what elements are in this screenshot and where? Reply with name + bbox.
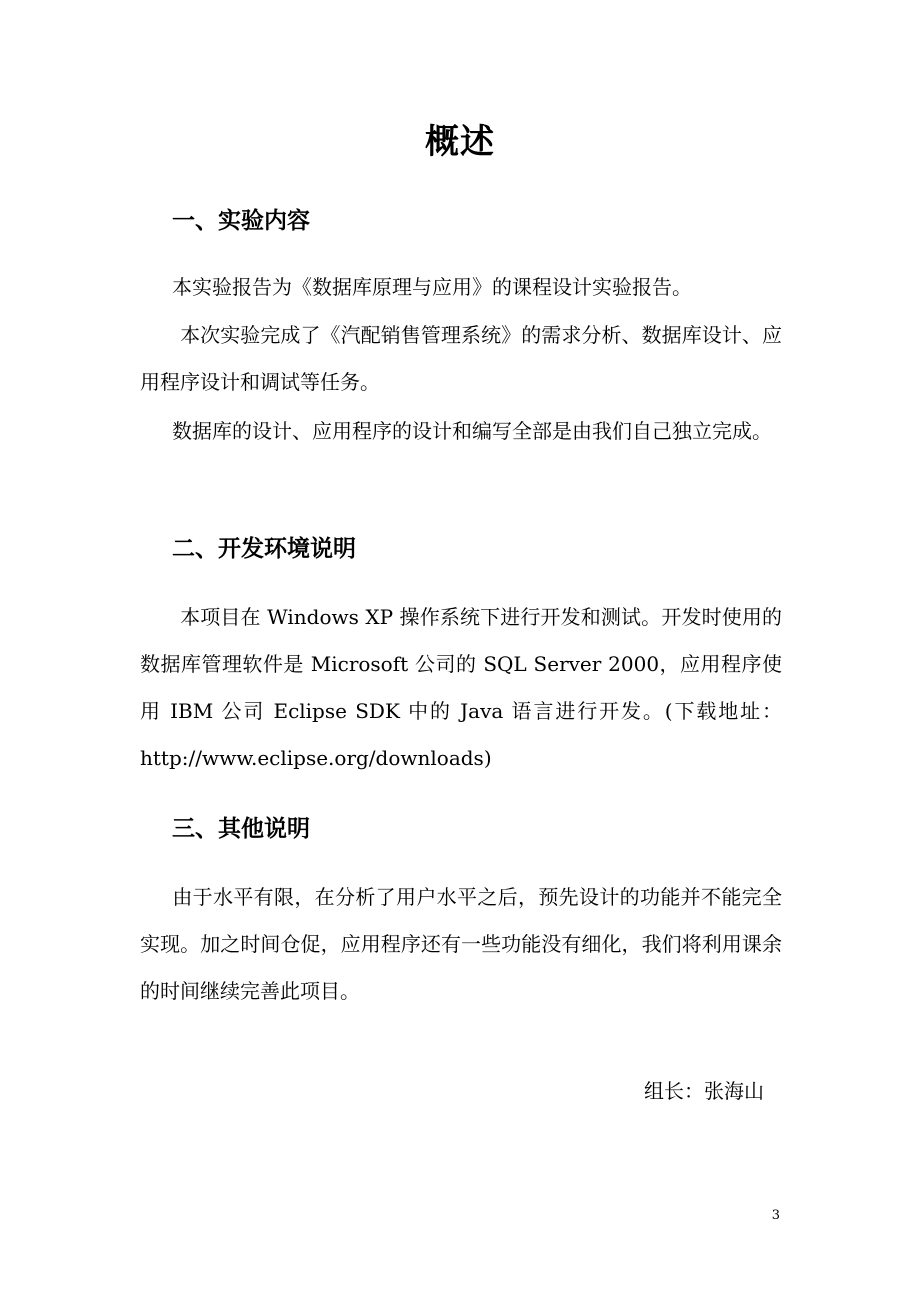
signature: 组长：张海山	[644, 1079, 764, 1103]
paragraph-1-1: 本实验报告为《数据库原理与应用》的课程设计实验报告。	[172, 275, 692, 299]
paragraph-3-1: 由于水平有限，在分析了用户水平之后，预先设计的功能并不能完全实现。加之时间仓促，应用程序还有一些功能没有细化，我们将利用课余的时间继续完善此项目。	[140, 885, 782, 1003]
section-heading-dev-environment: 二、开发环境说明	[172, 536, 356, 562]
section-heading-other-notes: 三、其他说明	[172, 816, 310, 842]
page-title: 概述	[425, 122, 495, 162]
page-number: 3	[771, 1208, 780, 1223]
section-heading-experiment-content: 一、实验内容	[172, 208, 310, 234]
paragraph-2-1: 本项目在 Windows XP 操作系统下进行开发和测试。开发时使用的数据库管理软件是 Microsoft 公司的 SQL Server 2000，应用程序使用 IBM 公司 Eclipse SDK 中的 Java 语言进行开发。(下载地址：http://www.eclipse.org/downloads)	[140, 605, 782, 770]
paragraph-1-3: 数据库的设计、应用程序的设计和编写全部是由我们自己独立完成。	[172, 419, 772, 443]
paragraph-1-2: 本次实验完成了《汽配销售管理系统》的需求分析、数据库设计、应用程序设计和调试等任务。	[140, 323, 782, 394]
